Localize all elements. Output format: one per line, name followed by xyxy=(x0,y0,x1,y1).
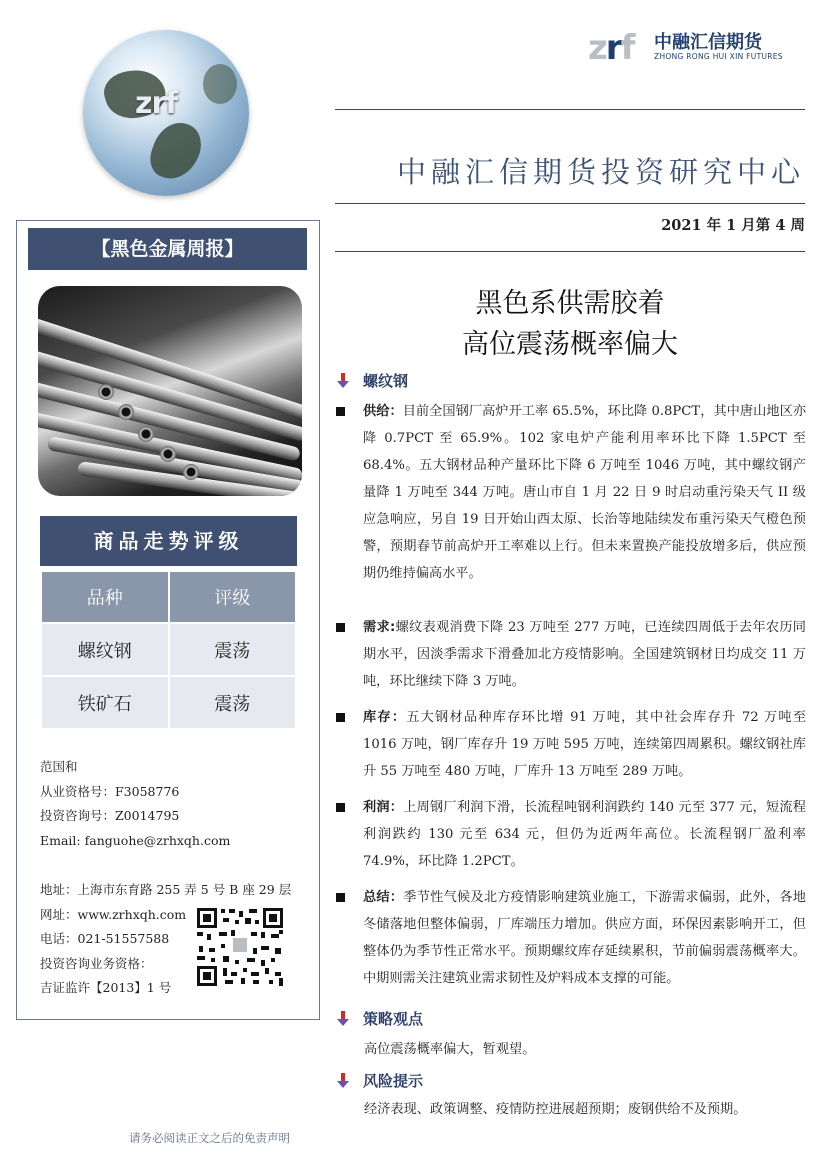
research-center-title: 中融汇信期货投资研究中心 xyxy=(396,155,805,189)
section-heading-strategy: 策略观点 xyxy=(336,1008,423,1029)
company-website[interactable]: 网址：www.zrhxqh.com xyxy=(40,906,187,922)
square-bullet-icon xyxy=(336,407,345,416)
arrow-down-icon xyxy=(336,1073,351,1088)
week-divider xyxy=(335,251,805,252)
disclaimer-note: 请务必阅读正文之后的免责声明 xyxy=(129,1131,290,1145)
report-week: 2021 年 1 月第 4 周 xyxy=(661,217,805,234)
rating-table xyxy=(40,570,297,730)
analyst-name: 范国和 xyxy=(40,759,78,774)
analyst-qualification: 从业资格号：F3058776 xyxy=(40,783,180,799)
headline-line-2: 高位震荡概率偏大 xyxy=(462,329,678,360)
table-row xyxy=(41,623,296,676)
bullet-summary: 总结：季节性气候及北方疫情影响建筑业施工，下游需求偏弱，此外，各地冬储落地但整体偏弱，厂库端压力增加。供应方面，环保因素影响开工，但整体仍为季节性正常水平。预期螺纹库存延续累积，节前偏弱震荡概率大。中期则需关注建筑业需求韧性及炉料成本支撑的可能。 xyxy=(336,884,806,992)
risk-text: 经济表现、政策调整、疫情防控进展超预期；废钢供给不及预期。 xyxy=(364,1102,747,1117)
table-cell: 螺纹钢 xyxy=(41,623,169,676)
square-bullet-icon xyxy=(336,713,345,722)
pipe-end-shape xyxy=(183,464,199,480)
report-type-banner: 【黑色金属周报】 xyxy=(28,228,307,270)
steel-pipes-image xyxy=(38,286,302,496)
license-number: 吉证监许【2013】1 号 xyxy=(40,980,172,995)
square-bullet-icon xyxy=(336,893,345,902)
brand-name: 中融汇信期货 xyxy=(654,32,762,53)
table-cell: 震荡 xyxy=(169,623,297,676)
table-header-cell: 品种 xyxy=(41,571,169,623)
bullet-demand: 需求:螺纹表观消费下降 23 万吨至 277 万吨，已连续四周低于去年农历同期水平，因淡季需求下滑叠加北方疫情影响。全国建筑钢材日均成交 11 万吨，环比继续下降 3 万吨。 xyxy=(336,614,806,695)
table-header-row xyxy=(41,571,296,623)
square-bullet-icon xyxy=(336,623,345,632)
table-header-cell: 评级 xyxy=(169,571,297,623)
section-heading-rebar: 螺纹钢 xyxy=(336,370,408,391)
company-address: 地址：上海市东育路 255 弄 5 号 B 座 29 层 xyxy=(40,882,292,897)
arrow-down-icon xyxy=(336,1011,351,1026)
strategy-text: 高位震荡概率偏大，暂观望。 xyxy=(364,1042,536,1057)
pipe-end-shape xyxy=(138,426,154,442)
pipe-end-shape xyxy=(118,404,134,420)
globe-logo-image xyxy=(83,30,249,196)
table-row xyxy=(41,676,296,729)
analyst-consult-number: 投资咨询号：Z0014795 xyxy=(40,808,180,824)
pipe-end-shape xyxy=(98,384,114,400)
brand-logo-mark: zrf xyxy=(588,28,634,68)
header-divider xyxy=(335,109,805,110)
continent-shape xyxy=(144,116,207,186)
analyst-email[interactable]: Email: fanguohe@zrhxqh.com xyxy=(40,833,231,849)
headline-line-1: 黑色系供需胶着 xyxy=(475,288,665,319)
arrow-down-icon xyxy=(336,373,351,388)
rating-section-header: 商品走势评级 xyxy=(40,516,297,566)
brand-english-name: ZHONG RONG HUI XIN FUTURES xyxy=(654,52,783,61)
qr-code-image xyxy=(195,906,285,988)
title-divider xyxy=(335,203,805,204)
bullet-supply: 供给：目前全国钢厂高炉开工率 65.5%，环比降 0.8PCT，其中唐山地区亦降 0.7PCT 至 65.9%。102 家电炉产能利用率环比下降 1.5PCT 至 68.4%。五大钢材品种产量环比下降 6 万吨至 1046 万吨，其中螺纹钢产量降 1 万吨至 344 万吨。唐山市自 1 月 22 日 9 时启动重污染天气 II 级应急响应，另自 19 日开始山西太原、长治等地陆续发布重污染天气橙色预警，预期春节前高炉开工率难以上行。但未来置换产能投放增多后，供应预期仍维持偏高水平。 xyxy=(336,398,806,587)
analyst-info xyxy=(40,755,310,854)
company-phone: 电话：021-51557588 xyxy=(40,931,170,946)
table-cell: 铁矿石 xyxy=(41,676,169,729)
pipe-end-shape xyxy=(160,446,176,462)
table-cell: 震荡 xyxy=(169,676,297,729)
globe-brand-mark: zrf xyxy=(135,86,178,121)
section-heading-risk: 风险提示 xyxy=(336,1070,423,1091)
square-bullet-icon xyxy=(336,803,345,812)
bullet-inventory: 库存：五大钢材品种库存环比增 91 万吨，其中社会库存升 72 万吨至 1016 万吨，钢厂库存升 19 万吨 595 万吨，连续第四周累积。螺纹钢社库升 55 万吨至 480 万吨，厂库升 13 万吨至 289 万吨。 xyxy=(336,704,806,785)
continent-shape xyxy=(203,64,237,104)
license-label: 投资咨询业务资格： xyxy=(40,955,153,971)
bullet-profit: 利润：上周钢厂利润下滑，长流程吨钢利润跌约 140 元至 377 元，短流程利润跌约 130 元至 634 元，但仍为近两年高位。长流程钢厂盈利率 74.9%，环比降 1.2PCT。 xyxy=(336,794,806,875)
